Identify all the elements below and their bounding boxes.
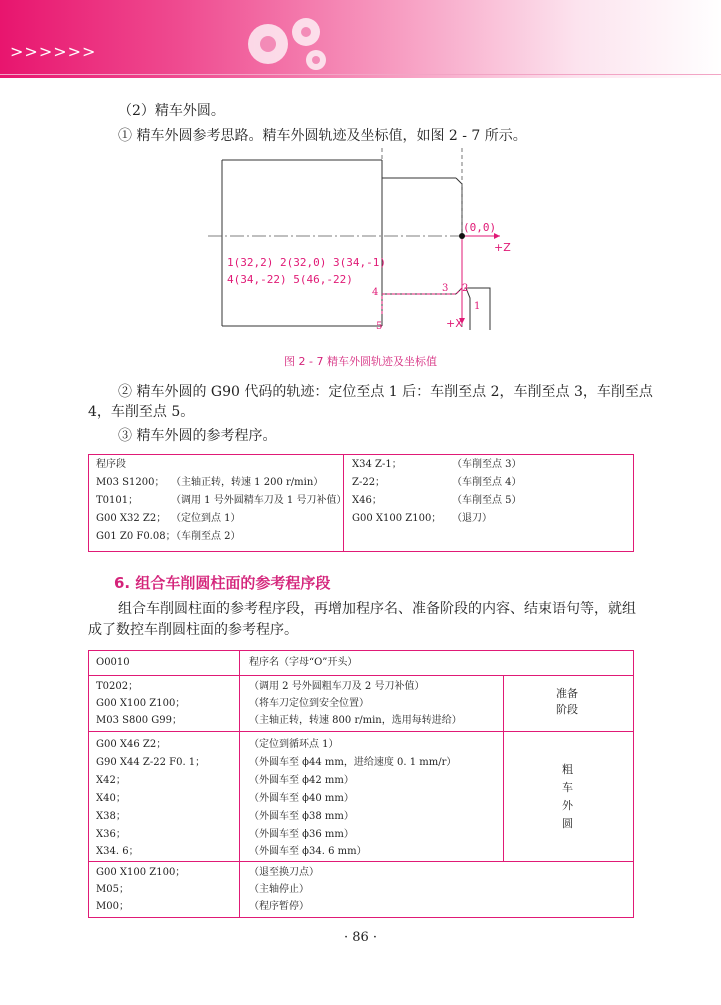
table1-left-note-1: （主轴正转，转速 1 200 r/min） <box>171 477 324 488</box>
coords-line-1: 1(32,2) 2(32,0) 3(34,-1) <box>227 256 386 269</box>
table1-right-code-0: X34 Z-1； <box>352 459 402 470</box>
table2-g2-label-1: 车 <box>562 781 573 794</box>
table2-g1-code-2: M03 S800 G99； <box>96 715 182 726</box>
point-5-label: 5 <box>376 321 383 332</box>
table2-g2-note-3: （外圆车至 ϕ40 mm） <box>249 793 354 804</box>
table2-g3-code-0: G00 X100 Z100； <box>96 867 186 878</box>
table2-g1-note-1: （将车刀定位到安全位置） <box>249 698 369 709</box>
origin-label: (0,0) <box>463 221 497 234</box>
z-axis-label: +Z <box>494 241 511 254</box>
table2-g2-code-0: G00 X46 Z2； <box>96 739 167 750</box>
table2-g1-code-1: G00 X100 Z100； <box>96 698 186 709</box>
table2-g2-note-5: （外圆车至 ϕ36 mm） <box>249 829 354 840</box>
section-6-body-b: 成了数控车削圆柱面的参考程序。 <box>88 622 298 638</box>
point-4-label: 4 <box>372 287 379 298</box>
table2-g3-note-0: （退至换刀点） <box>249 867 319 878</box>
table1-right-note-0: （车削至点 3） <box>452 459 522 470</box>
table2-g2-label-0: 粗 <box>562 763 573 776</box>
table1-left-note-4: （车削至点 2） <box>171 531 241 542</box>
step1-text: ① 精车外圆参考思路。精车外圆轨迹及坐标值，如图 2 - 7 所示。 <box>118 128 527 144</box>
table2-g3-note-1: （主轴停止） <box>249 884 309 895</box>
table1-left-note-2: （调用 1 号外圆精车刀及 1 号刀补值） <box>171 495 347 506</box>
program-table-2 <box>88 650 634 918</box>
table2-program-number: O0010 <box>96 657 130 668</box>
table2-g3-note-2: （程序暂停） <box>249 901 309 912</box>
step2-text-b: 4，车削至点 5。 <box>88 404 195 420</box>
table2-g1-code-0: T0202； <box>96 681 139 692</box>
table2-g2-note-4: （外圆车至 ϕ38 mm） <box>249 811 354 822</box>
table2-g2-code-4: X38； <box>96 811 126 822</box>
step3-text: ③ 精车外圆的参考程序。 <box>118 428 277 444</box>
table2-g2-note-2: （外圆车至 ϕ42 mm） <box>249 775 354 786</box>
table2-g1-label-b: 阶段 <box>556 703 578 716</box>
gears-icon <box>228 10 338 76</box>
header-rule <box>0 74 721 75</box>
table2-g2-code-3: X40； <box>96 793 126 804</box>
coords-line-2: 4(34,-22) 5(46,-22) <box>227 273 353 286</box>
table2-g1-label-a: 准备 <box>556 687 578 700</box>
table1-right-note-1: （车削至点 4） <box>452 477 522 488</box>
table1-left-code-1: M03 S1200； <box>96 477 165 488</box>
chevron-arrows: >>>>>> <box>10 42 97 61</box>
table1-left-note-3: （定位到点 1） <box>171 513 241 524</box>
figure-caption: 图 2 - 7 精车外圆轨迹及坐标值 <box>284 355 437 368</box>
table2-g2-code-1: G90 X44 Z-22 F0. 1； <box>96 757 206 768</box>
heading-finish-turning: （2）精车外圆。 <box>118 103 225 119</box>
x-axis-label: +X <box>446 317 463 330</box>
table1-left-code-4: G01 Z0 F0.08； <box>96 531 176 542</box>
point-3-label: 3 <box>442 283 449 294</box>
table2-g3-code-1: M05； <box>96 884 129 895</box>
table2-g2-note-6: （外圆车至 ϕ34. 6 mm） <box>249 846 367 857</box>
point-2-label: 2 <box>462 283 469 294</box>
table2-g2-note-0: （定位到循环点 1） <box>249 739 339 750</box>
table1-left-code-3: G00 X32 Z2； <box>96 513 167 524</box>
header-banner <box>0 0 721 78</box>
turning-path-diagram <box>200 148 530 348</box>
table2-g2-label-3: 圆 <box>562 817 573 830</box>
page-number: · 86 · <box>343 930 378 945</box>
table1-right-code-2: X46； <box>352 495 382 506</box>
table2-g2-code-5: X36； <box>96 829 126 840</box>
table1-right-note-3: （退刀） <box>452 513 492 524</box>
table2-g3-code-2: M00； <box>96 901 129 912</box>
table1-left-code-2: T0101； <box>96 495 139 506</box>
table1-right-code-3: G00 X100 Z100； <box>352 513 442 524</box>
table1-right-code-1: Z-22； <box>352 477 386 488</box>
table2-g2-code-2: X42； <box>96 775 126 786</box>
table2-g1-note-2: （主轴正转，转速 800 r/min，选用每转进给） <box>249 715 462 726</box>
section-6-body-a: 组合车削圆柱面的参考程序段，再增加程序名、准备阶段的内容、结束语句等，就组 <box>118 601 636 617</box>
table2-program-name-note: 程序名（字母“O”开头） <box>249 657 358 668</box>
program-table-1 <box>88 454 634 552</box>
table1-left-code-0: 程序段 <box>96 459 126 470</box>
step2-text-a: ② 精车外圆的 G90 代码的轨迹：定位至点 1 后：车削至点 2，车削至点 3，车削至点 <box>118 384 653 400</box>
point-1-label: 1 <box>474 301 481 312</box>
table1-right-note-2: （车削至点 5） <box>452 495 522 506</box>
table2-g1-note-0: （调用 2 号外圆粗车刀及 2 号刀补值） <box>249 681 425 692</box>
table2-g2-note-1: （外圆车至 ϕ44 mm，进给速度 0. 1 mm/r） <box>249 757 457 768</box>
table2-g2-code-6: X34. 6； <box>96 846 139 857</box>
section-6-title: 6. 组合车削圆柱面的参考程序段 <box>114 574 331 592</box>
table2-g2-label-2: 外 <box>562 799 573 812</box>
